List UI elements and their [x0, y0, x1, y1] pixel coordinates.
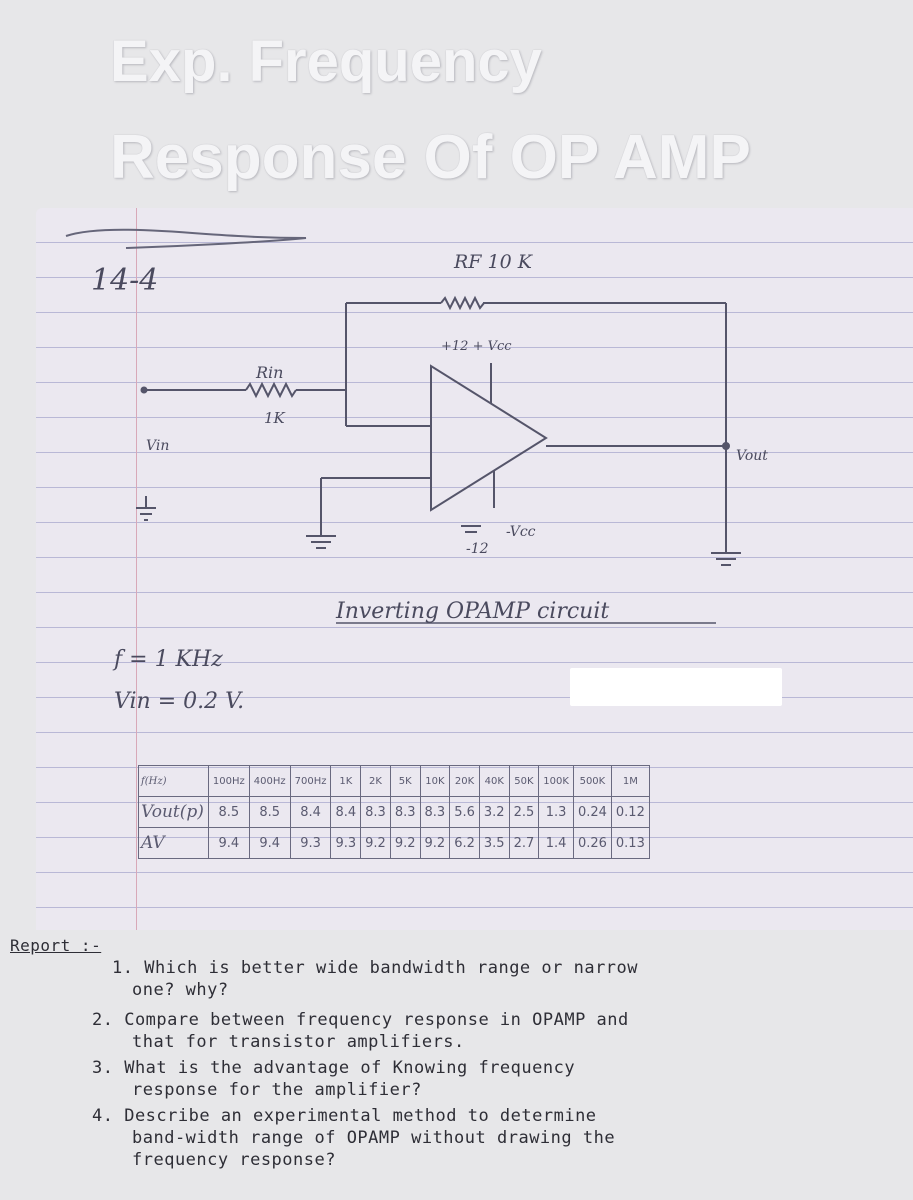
table-cell: 8.3	[390, 797, 420, 828]
ground-symbol-output	[711, 553, 741, 565]
table-cell: 9.3	[331, 828, 361, 859]
table-cell: 0.24	[573, 797, 611, 828]
row-label-frequency: f(Hz)	[139, 766, 209, 797]
table-cell: 400Hz	[249, 766, 290, 797]
neg-supply-value: -12	[466, 541, 489, 557]
table-cell: 1K	[331, 766, 361, 797]
table-cell: 5K	[390, 766, 420, 797]
table-cell: 2.7	[509, 828, 539, 859]
circuit-caption: Inverting OPAMP circuit	[336, 599, 610, 624]
table-row-vout	[139, 797, 650, 828]
question-1-line-1: 1. Which is better wide bandwidth range or narrow	[112, 958, 639, 978]
scribble-mark	[66, 230, 306, 248]
table-cell: 0.12	[611, 797, 649, 828]
measurement-table	[138, 765, 650, 859]
rin-label: Rin	[256, 363, 284, 382]
question-4-line-2: band-width range of OPAMP without drawing the	[132, 1128, 616, 1148]
table-cell: 1.4	[539, 828, 574, 859]
table-cell: 40K	[479, 766, 509, 797]
question-3-line-2: response for the amplifier?	[132, 1080, 422, 1100]
ground-symbol-mid	[306, 536, 336, 548]
rf-resistor	[441, 298, 484, 308]
page-title-line1: Exp. Frequency	[110, 29, 542, 94]
question-1-line-2: one? why?	[132, 980, 229, 1000]
table-cell: 9.4	[249, 828, 290, 859]
vcc-negative-label: -Vcc	[506, 524, 536, 540]
table-cell: 1M	[611, 766, 649, 797]
scribble-number: 14-4	[91, 263, 159, 298]
frequency-condition: f = 1 KHz	[114, 647, 223, 672]
table-cell: 2K	[361, 766, 391, 797]
vcc-positive-label: +12 + Vcc	[441, 339, 512, 354]
page-title-line2: Response Of OP AMP	[110, 123, 751, 192]
table-cell: 20K	[450, 766, 480, 797]
table-cell: 8.5	[249, 797, 290, 828]
table-cell: 0.26	[573, 828, 611, 859]
table-cell: 10K	[420, 766, 450, 797]
question-3-line-1: 3. What is the advantage of Knowing frequency	[92, 1058, 576, 1078]
vin-condition: Vin = 0.2 V.	[114, 689, 245, 714]
table-row-av	[139, 828, 650, 859]
vout-label: Vout	[736, 448, 768, 464]
table-cell: 2.5	[509, 797, 539, 828]
table-cell: 0.13	[611, 828, 649, 859]
report-section	[0, 930, 913, 1200]
table-cell: 50K	[509, 766, 539, 797]
table-cell: 9.2	[361, 828, 391, 859]
rin-value: 1K	[264, 409, 285, 427]
question-4-line-1: 4. Describe an experimental method to determine	[92, 1106, 597, 1126]
table-cell: 100K	[539, 766, 574, 797]
table-cell: 5.6	[450, 797, 480, 828]
question-4-line-3: frequency response?	[132, 1150, 336, 1170]
ground-symbol-vin	[136, 496, 156, 520]
table-cell: 700Hz	[290, 766, 331, 797]
table-cell: 9.4	[208, 828, 249, 859]
table-cell: 500K	[573, 766, 611, 797]
row-label-vout: Vout(p)	[139, 797, 209, 828]
table-row-frequency	[139, 766, 650, 797]
ground-symbol-small	[461, 526, 481, 532]
table-cell: 8.3	[361, 797, 391, 828]
table-cell: 9.2	[420, 828, 450, 859]
table-cell: 3.5	[479, 828, 509, 859]
opamp-triangle	[431, 366, 546, 510]
table-cell: 8.3	[420, 797, 450, 828]
rf-label: RF 10 K	[454, 251, 532, 273]
redaction-block	[570, 668, 782, 706]
input-terminal	[142, 388, 147, 393]
question-2-line-1: 2. Compare between frequency response in OPAMP and	[92, 1010, 629, 1030]
table-cell: 100Hz	[208, 766, 249, 797]
table-cell: 9.3	[290, 828, 331, 859]
table-cell: 8.4	[290, 797, 331, 828]
table-cell: 3.2	[479, 797, 509, 828]
table-cell: 1.3	[539, 797, 574, 828]
table-cell: 8.5	[208, 797, 249, 828]
question-2-line-2: that for transistor amplifiers.	[132, 1032, 465, 1052]
rin-resistor	[246, 384, 296, 396]
report-heading: Report :-	[10, 936, 102, 955]
table-cell: 9.2	[390, 828, 420, 859]
row-label-av: AV	[139, 828, 209, 859]
vin-label: Vin	[146, 438, 170, 454]
table-cell: 8.4	[331, 797, 361, 828]
table-cell: 6.2	[450, 828, 480, 859]
